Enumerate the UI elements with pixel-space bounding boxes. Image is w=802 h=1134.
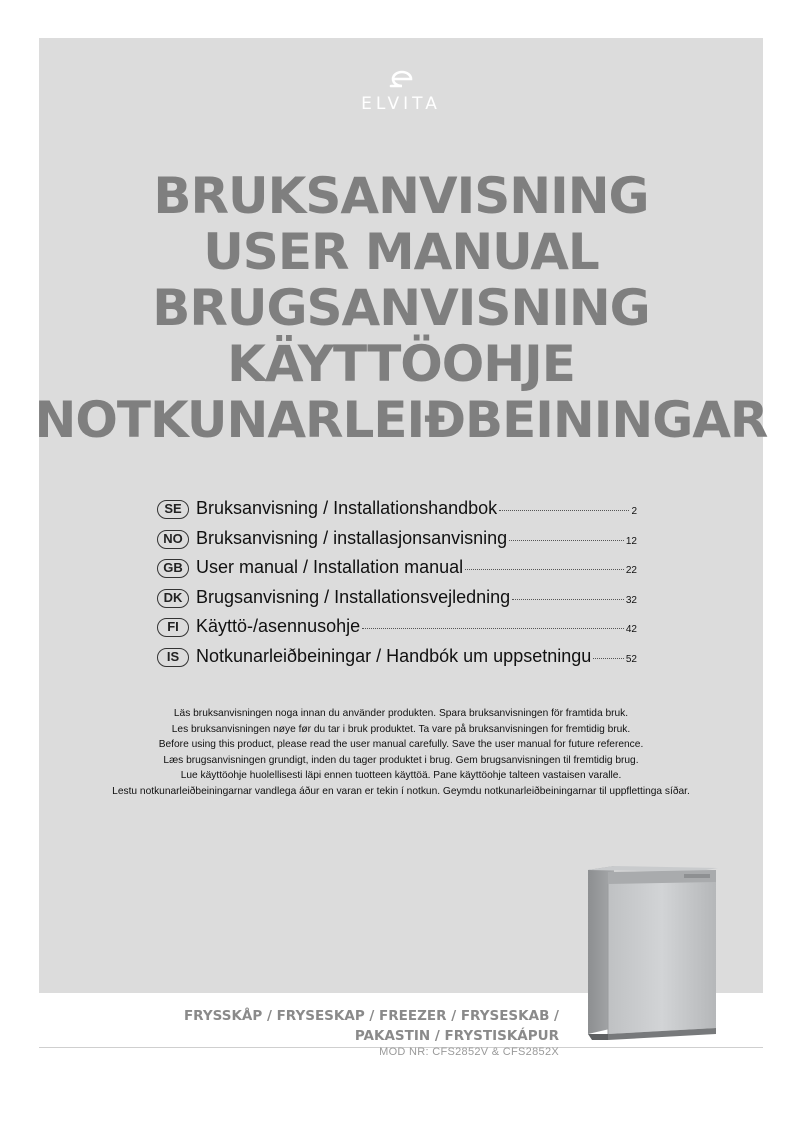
page-number: 42 (625, 624, 637, 635)
dot-leader (509, 540, 624, 541)
toc-item-se[interactable] (157, 498, 637, 528)
toc-item-is[interactable] (157, 646, 637, 676)
dot-leader (499, 510, 629, 511)
title-swedish: BRUKSANVISNING (153, 167, 649, 225)
model-number: MOD NR: CFS2852V & CFS2852X (379, 1046, 559, 1058)
title-block (0, 168, 802, 448)
toc-label: User manual / Installation manual (196, 557, 464, 577)
language-badge: IS (157, 648, 189, 667)
toc-label: Brugsanvisning / Installationsvejledning (196, 586, 511, 607)
page-number: 12 (625, 535, 637, 547)
toc-label: Notkunarleiðbeiningar / Handbók um uppsetningu (196, 645, 592, 666)
note-english: Before using this product, please read the user manual carefully. Save the user manual for future reference. (158, 739, 644, 751)
product-line-1: FRYSSKÅP / FRYSESKAP / FREEZER / FRYSESKAB / (183, 1008, 559, 1024)
product-line-2: PAKASTIN / FRYSTISKÁPUR (354, 1028, 559, 1044)
dot-leader (465, 569, 624, 570)
usage-notes (0, 706, 802, 800)
language-badge: NO (157, 530, 189, 549)
freezer-image (586, 866, 721, 1040)
page-number: 32 (625, 594, 637, 606)
note-finnish: Lue käyttöohje huolellisesti läpi ennen tuotteen käyttöä. Pane käyttöohje talteen vastaisen varalle. (180, 770, 622, 782)
toc-label: Bruksanvisning / installasjonsanvisning (196, 527, 508, 548)
title-finnish: KÄYTTÖOHJE (227, 335, 575, 393)
product-names (184, 1006, 559, 1046)
dot-leader (362, 628, 624, 629)
note-icelandic: Lestu notkunarleiðbeiningarnar vandlega áður en varan er tekin í notkun. Geymdu notkunarleiðbeiningarnar til uppflettinga síðar. (112, 785, 690, 797)
toc-item-dk[interactable] (157, 587, 637, 617)
title-icelandic: NOTKUNARLEIÐBEININGAR (34, 391, 768, 449)
language-badge: DK (157, 589, 189, 608)
table-of-contents (157, 498, 637, 675)
toc-item-fi[interactable] (157, 616, 637, 646)
language-badge: SE (157, 500, 189, 519)
page-number: 52 (625, 653, 637, 665)
page-number: 22 (625, 565, 637, 576)
language-badge: FI (157, 618, 189, 637)
language-badge: GB (157, 559, 189, 578)
toc-item-no[interactable] (157, 528, 637, 558)
elvita-e-icon (381, 66, 421, 92)
title-danish: BRUGSANVISNING (152, 279, 650, 337)
note-norwegian: Les bruksanvisningen nøye før du tar i bruk produktet. Ta vare på bruksanvisningen for fremtidig bruk. (171, 723, 631, 735)
toc-label: Bruksanvisning / Installationshandbok (196, 498, 498, 518)
note-danish: Læs brugsanvisningen grundigt, inden du tager produktet i brug. Gem brugsanvisningen til fremtidig brug. (163, 754, 639, 766)
brand-logo (0, 66, 802, 114)
dot-leader (593, 658, 624, 659)
brand-name: ELVITA (361, 94, 441, 114)
page-number: 2 (631, 506, 637, 517)
toc-item-gb[interactable] (157, 557, 637, 587)
toc-label: Käyttö-/asennusohje (196, 616, 361, 636)
dot-leader (512, 599, 624, 600)
title-english: USER MANUAL (203, 223, 599, 281)
note-swedish: Läs bruksanvisningen noga innan du använder produkten. Spara bruksanvisningen för framtida bruk. (173, 708, 629, 719)
